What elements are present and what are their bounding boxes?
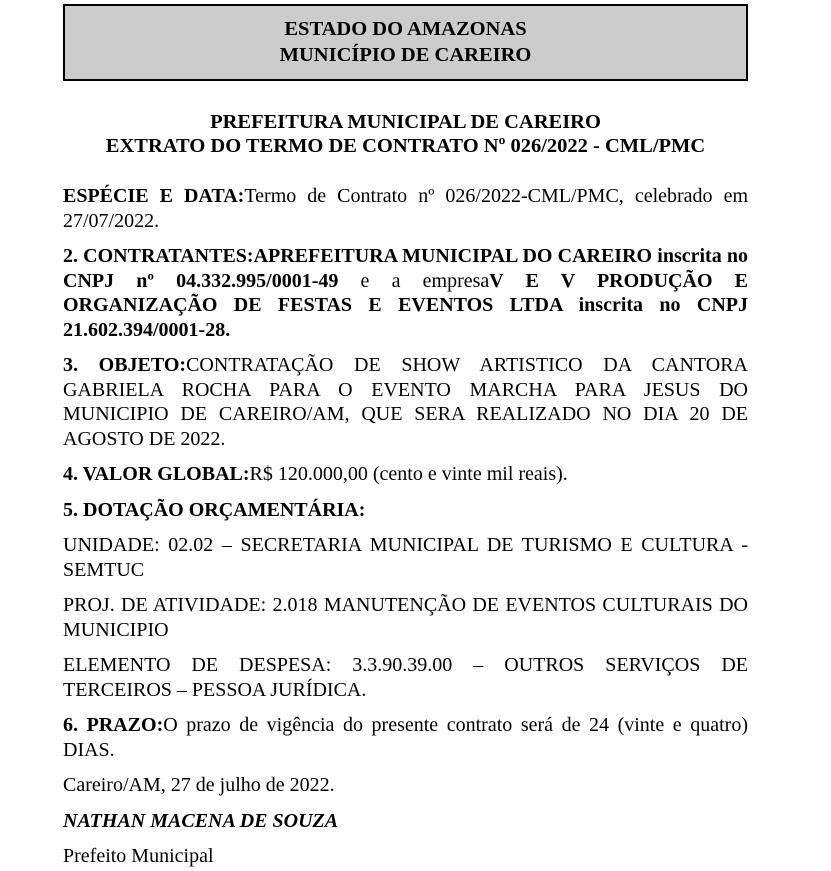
header-box-line-state: ESTADO DO AMAZONAS: [284, 18, 527, 40]
title-line-prefeitura: PREFEITURA MUNICIPAL DE CAREIRO: [210, 111, 601, 133]
text-run: 6. PRAZO:: [63, 714, 164, 736]
text-run: V E V PRODUÇÃO E ORGANIZAÇÃO DE FESTAS E EVENTOS LTDA inscrita no CNPJ 21.602.394/0001-28.: [63, 269, 749, 341]
text-run: 2. CONTRATANTES:APREFEITURA MUNICIPAL DO CAREIRO inscrita no CNPJ nº 04.332.995/0001-49: [63, 245, 748, 292]
signature-name: [63, 809, 748, 834]
text-run: ELEMENTO DE DESPESA: 3.3.90.39.00 – OUTROS SERVIÇOS DE TERCEIROS – PESSOA JURÍDICA.: [63, 654, 748, 701]
para-prazo: [63, 713, 748, 762]
para-contratantes: [63, 244, 748, 342]
para-especie-e-data: [63, 184, 748, 233]
text-run: UNIDADE: 02.02 – SECRETARIA MUNICIPAL DE TURISMO E CULTURA - SEMTUC: [63, 534, 748, 581]
text-run: PROJ. DE ATIVIDADE: 2.018 MANUTENÇÃO DE EVENTOS CULTURAIS DO MUNICIPIO: [63, 594, 748, 641]
title-line-extrato: EXTRATO DO TERMO DE CONTRATO Nº 026/2022 - CML/PMC: [105, 135, 706, 157]
text-run: ESPÉCIE E DATA:: [63, 185, 245, 207]
text-run: 4. VALOR GLOBAL:: [63, 463, 250, 485]
text-run: CONTRATAÇÃO DE SHOW ARTISTICO DA CANTORA GABRIELA ROCHA PARA O EVENTO MARCHA PARA JESUS DO MUNICIPIO DE CAREIRO/AM, QUE SERA REALIZADO NO DIA 20 DE AGOSTO DE 2022.: [63, 354, 748, 450]
text-run: 5. DOTAÇÃO ORÇAMENTÁRIA:: [63, 498, 366, 521]
para-valor-global: [63, 462, 748, 487]
text-run: Prefeito Municipal: [63, 845, 214, 867]
text-run: e a empresa: [338, 269, 490, 292]
text-run: Termo de Contrato nº 026/2022-CML/PMC, celebrado em 27/07/2022.: [63, 185, 748, 232]
text-run: O prazo de vigência do presente contrato será de 24 (vinte e quatro) DIAS.: [63, 714, 748, 761]
header-box: [63, 4, 748, 81]
header-box-line-municipality: MUNICÍPIO DE CAREIRO: [279, 44, 532, 66]
para-proj-de-atividade: [63, 593, 748, 642]
para-objeto: [63, 353, 748, 451]
signature-title: [63, 844, 748, 869]
text-run: Careiro/AM, 27 de julho de 2022.: [63, 774, 335, 796]
document-paragraphs: [63, 184, 748, 869]
para-local-e-data: [63, 773, 748, 798]
text-run: NATHAN MACENA DE SOUZA: [63, 809, 339, 832]
text-run: 3. OBJETO:: [63, 354, 187, 376]
para-dotacao-orcamentaria: [63, 498, 748, 523]
para-unidade: [63, 533, 748, 582]
text-run: R$ 120.000,00 (cento e vinte mil reais).: [249, 463, 568, 485]
document-title: [63, 110, 748, 158]
para-elemento-de-despesa: [63, 653, 748, 702]
